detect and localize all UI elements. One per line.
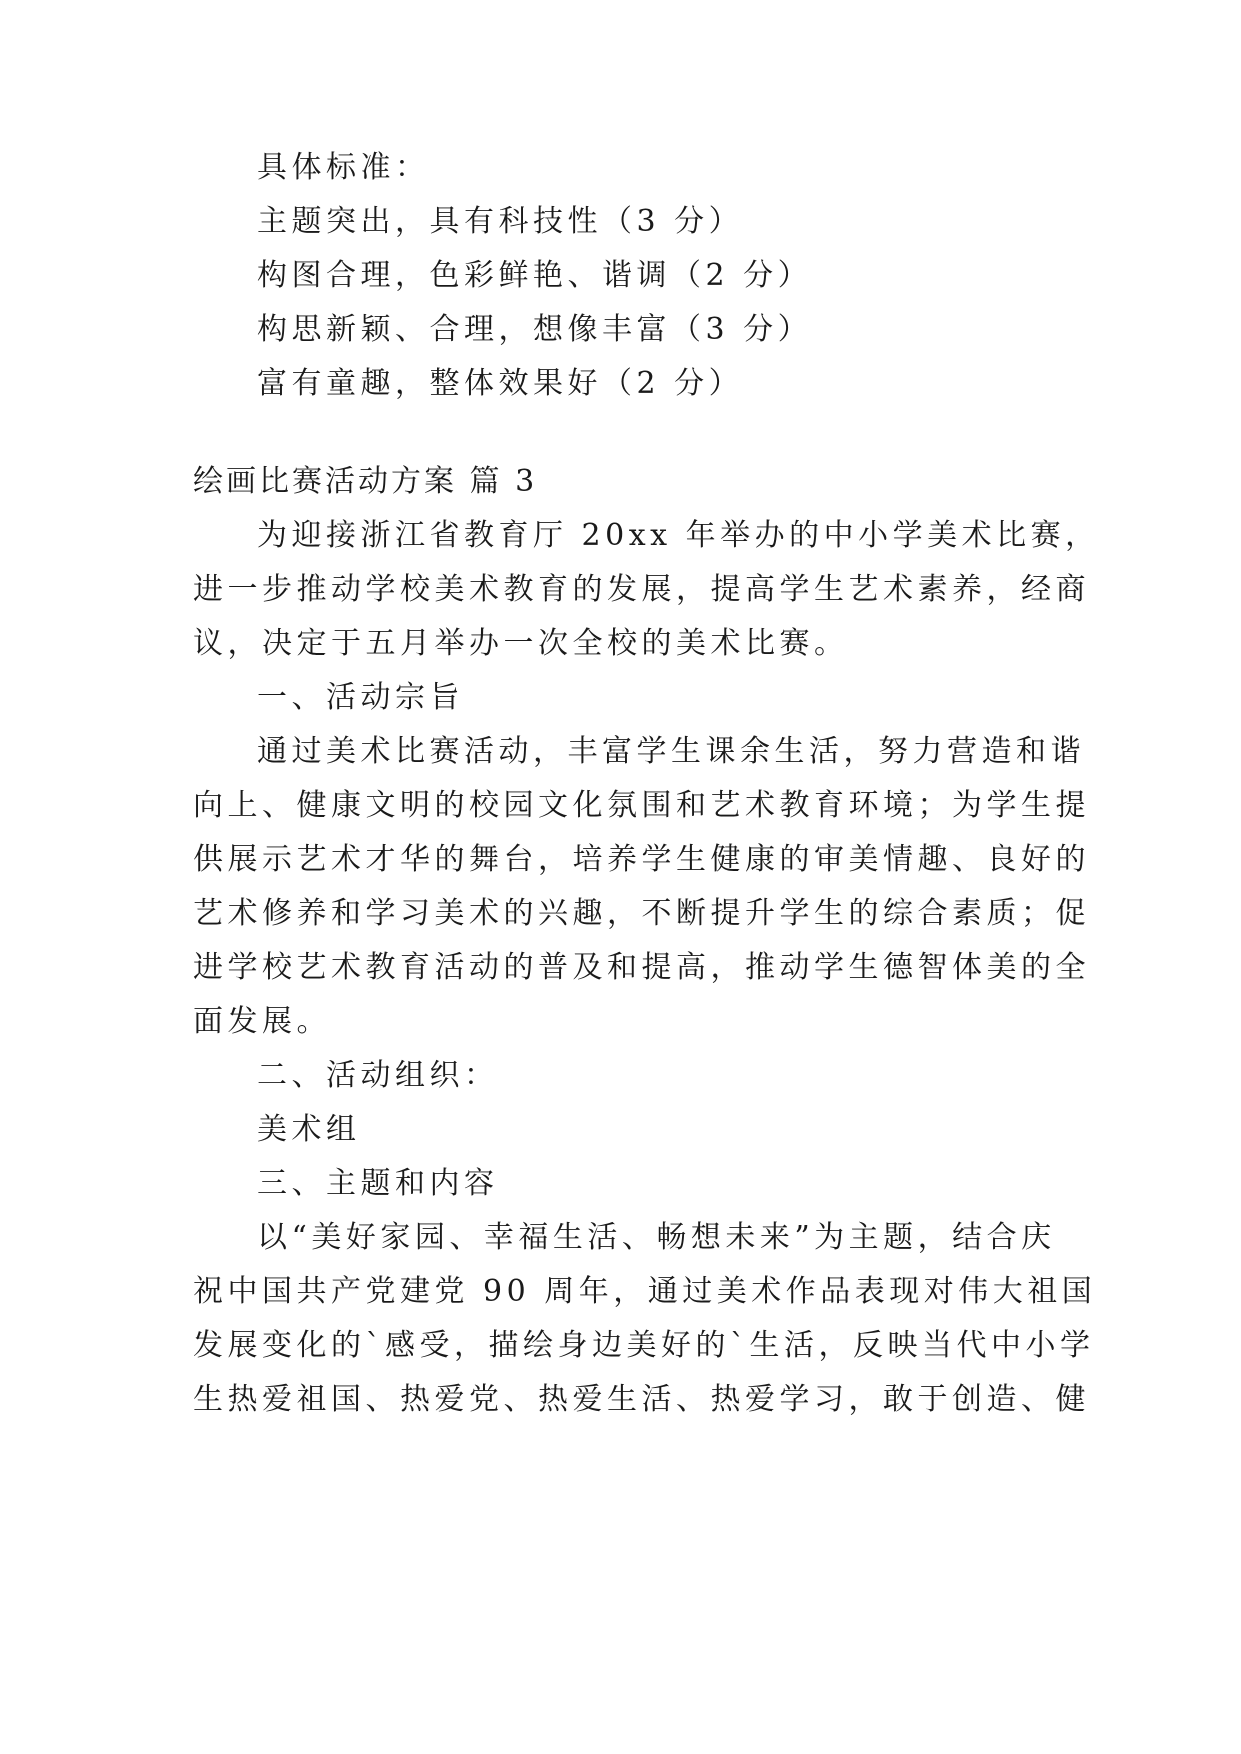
intro-line: 进一步推动学校美术教育的发展，提高学生艺术素养，经商: [193, 572, 1090, 607]
purpose-line: 向上、健康文明的校园文化氛围和艺术教育环境；为学生提: [193, 788, 1090, 823]
theme-line: 生热爱祖国、热爱党、热爱生活、热爱学习，敢于创造、健: [193, 1382, 1090, 1417]
purpose-line: 通过美术比赛活动，丰富学生课余生活，努力营造和谐: [257, 734, 1085, 769]
section-heading: 绘画比赛活动方案 篇 3: [193, 464, 538, 499]
theme-line: 发展变化的`感受，描绘身边美好的`生活，反映当代中小学: [193, 1328, 1095, 1363]
purpose-line: 进学校艺术教育活动的普及和提高，推动学生德智体美的全: [193, 950, 1090, 985]
intro-line: 议，决定于五月举办一次全校的美术比赛。: [193, 626, 849, 661]
intro-line: 为迎接浙江省教育厅 20xx 年举办的中小学美术比赛，: [257, 518, 1100, 553]
purpose-heading: 一、活动宗旨: [257, 680, 464, 715]
organization-heading: 二、活动组织：: [257, 1058, 499, 1093]
theme-heading: 三、主题和内容: [257, 1166, 499, 1201]
organization-value: 美术组: [257, 1112, 361, 1147]
purpose-line: 供展示艺术才华的舞台，培养学生健康的审美情趣、良好的: [193, 842, 1090, 877]
criteria-item: 构思新颖、合理，想像丰富（3 分）: [257, 312, 813, 347]
purpose-line: 面发展。: [193, 1004, 331, 1039]
criteria-item: 主题突出，具有科技性（3 分）: [257, 204, 744, 239]
theme-line: 以“美好家园、幸福生活、畅想未来”为主题，结合庆: [257, 1220, 1056, 1255]
theme-line: 祝中国共产党建党 90 周年，通过美术作品表现对伟大祖国: [193, 1274, 1097, 1309]
criteria-item: 构图合理，色彩鲜艳、谐调（2 分）: [257, 258, 813, 293]
criteria-item: 富有童趣，整体效果好（2 分）: [257, 366, 744, 401]
criteria-title: 具体标准：: [257, 150, 430, 185]
purpose-line: 艺术修养和学习美术的兴趣，不断提升学生的综合素质；促: [193, 896, 1090, 931]
